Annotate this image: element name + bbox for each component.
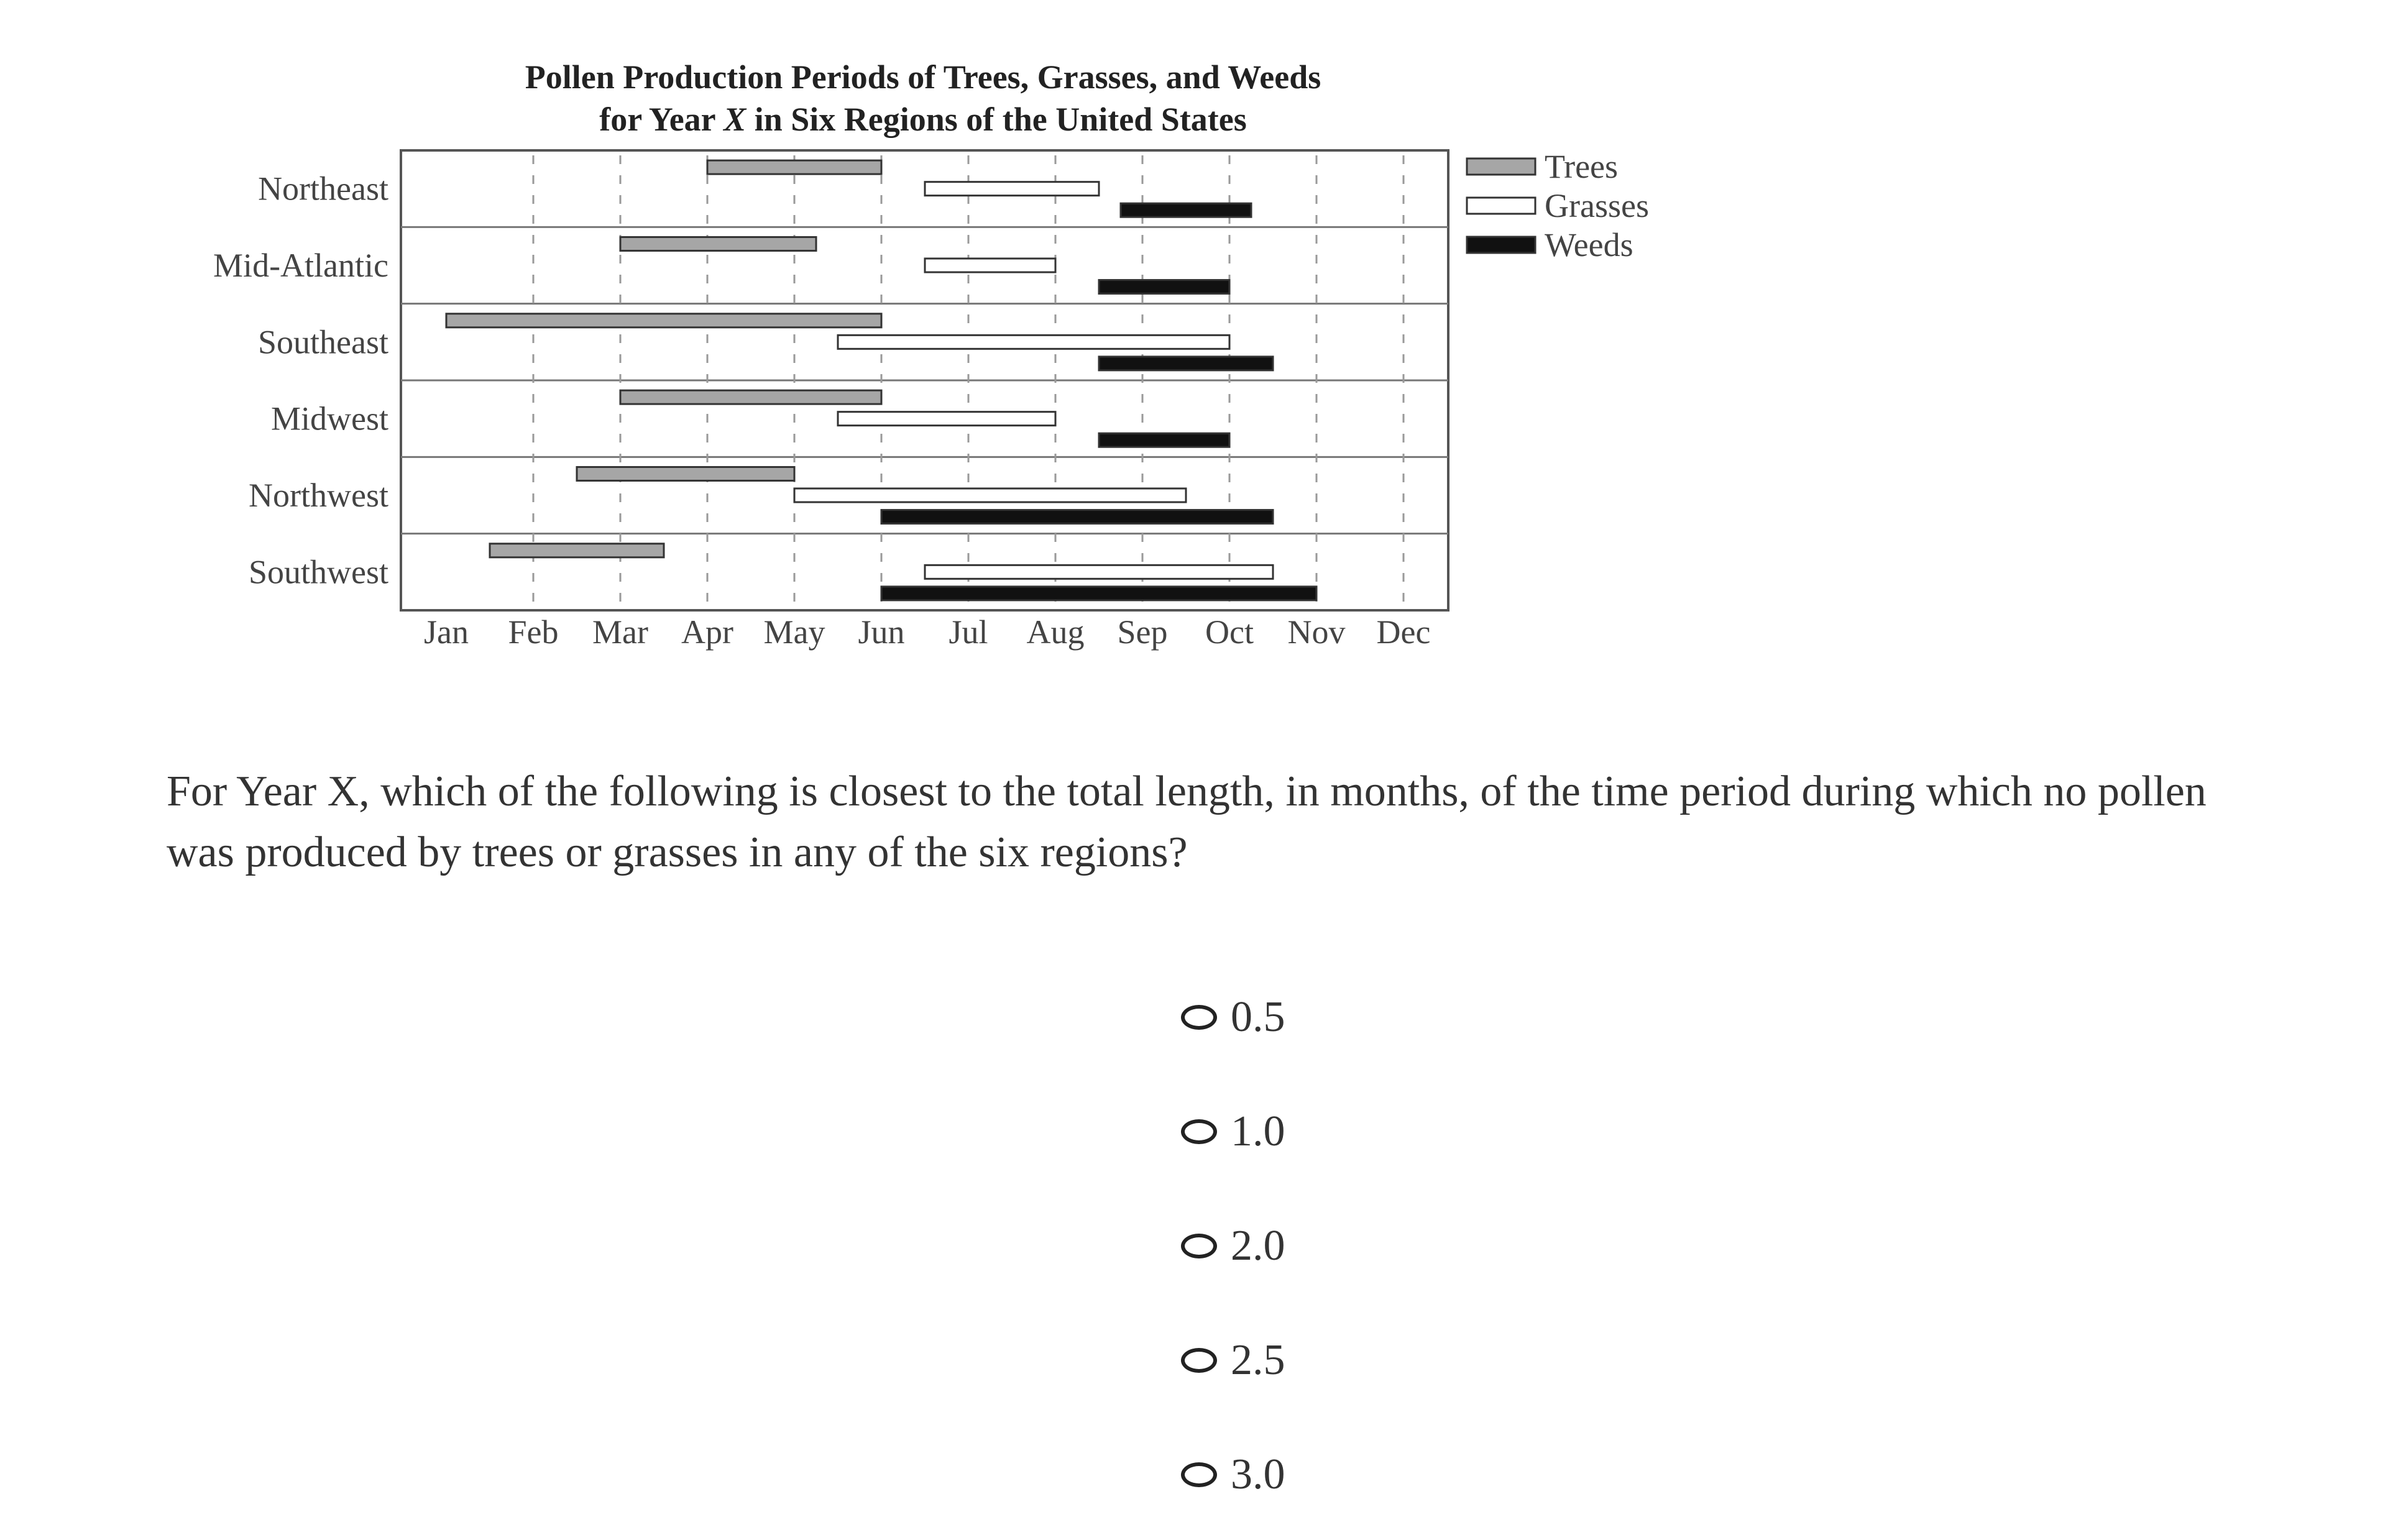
month-tick-label: Jun: [858, 613, 905, 651]
bar-grasses: [925, 182, 1099, 196]
bar-grasses: [925, 259, 1055, 272]
choice-label: 0.5: [1231, 993, 1285, 1041]
question-text: For Year X, which of the following is closest to the total length, in months, of the time period during which no pollen was produced by trees or grasses in any of the six regions?: [167, 768, 2207, 876]
chart-grid: [401, 150, 1448, 610]
month-tick-label: Oct: [1205, 613, 1254, 651]
region-label: Southeast: [258, 323, 388, 361]
choice-label: 1.0: [1231, 1107, 1285, 1155]
choice-1-0[interactable]: [1181, 1075, 1285, 1189]
bar-weeds: [881, 587, 1316, 600]
bar-weeds: [881, 510, 1273, 524]
pollen-chart: [0, 0, 2398, 696]
chart-title-line1: Pollen Production Periods of Trees, Grasses, and Weeds: [525, 58, 1321, 96]
radio-button[interactable]: [1181, 1348, 1217, 1373]
legend-swatch: [1467, 237, 1535, 253]
bar-trees: [446, 314, 881, 328]
choice-0-5[interactable]: [1181, 960, 1285, 1075]
region-label: Northeast: [258, 170, 388, 208]
radio-button[interactable]: [1181, 1005, 1217, 1030]
bar-weeds: [1099, 357, 1273, 370]
region-label: Southwest: [248, 553, 388, 591]
choice-2-0[interactable]: [1181, 1189, 1285, 1303]
pollen-chart-svg: [0, 0, 2398, 696]
legend-swatch: [1467, 198, 1535, 214]
radio-button[interactable]: [1181, 1462, 1217, 1487]
region-label: Midwest: [271, 400, 388, 438]
bar-trees: [620, 390, 881, 404]
month-tick-label: Dec: [1376, 613, 1431, 651]
bar-weeds: [1099, 280, 1229, 294]
bar-weeds: [1099, 433, 1229, 447]
bar-grasses: [925, 565, 1273, 579]
month-tick-label: Mar: [592, 613, 648, 651]
bar-trees: [577, 467, 794, 480]
chart-legend: [1467, 148, 1649, 264]
region-label: Mid-Atlantic: [213, 247, 388, 284]
month-tick-label: Feb: [508, 613, 559, 651]
bar-trees: [707, 160, 881, 174]
month-tick-label: Nov: [1287, 613, 1346, 651]
choice-label: 3.0: [1231, 1451, 1285, 1498]
legend-label: Trees: [1545, 148, 1619, 185]
month-tick-label: Aug: [1026, 613, 1085, 651]
bar-weeds: [1121, 203, 1251, 217]
answer-choices: [1181, 960, 1285, 1532]
region-label: Northwest: [249, 477, 388, 514]
legend-label: Grasses: [1545, 187, 1649, 224]
legend-swatch: [1467, 158, 1535, 175]
choice-3-0[interactable]: [1181, 1418, 1285, 1532]
bar-trees: [620, 237, 816, 250]
choice-label: 2.0: [1231, 1222, 1285, 1270]
month-tick-label: May: [763, 613, 825, 651]
legend-label: Weeds: [1545, 226, 1633, 264]
choice-2-5[interactable]: [1181, 1303, 1285, 1418]
radio-button[interactable]: [1181, 1119, 1217, 1144]
bar-trees: [490, 544, 664, 557]
bar-grasses: [838, 335, 1229, 349]
bar-grasses: [794, 488, 1186, 502]
month-tick-label: Apr: [681, 613, 733, 651]
bar-grasses: [838, 412, 1055, 426]
chart-title-line2: for Year X in Six Regions of the United States: [599, 101, 1247, 138]
month-tick-label: Jul: [949, 613, 988, 651]
choice-label: 2.5: [1231, 1336, 1285, 1384]
month-tick-label: Sep: [1117, 613, 1168, 651]
radio-button[interactable]: [1181, 1234, 1217, 1258]
month-tick-label: Jan: [424, 613, 469, 651]
